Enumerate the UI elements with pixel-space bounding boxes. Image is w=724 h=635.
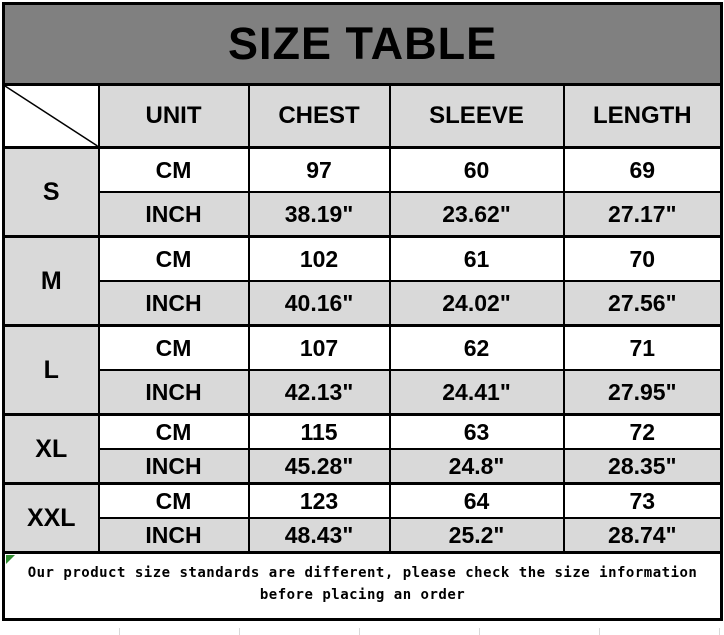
unit-cell: INCH xyxy=(99,281,249,326)
sleeve-value-cell: 25.2" xyxy=(390,518,564,553)
size-row-xl-cm xyxy=(4,415,722,450)
chest-value-cell: 38.19" xyxy=(249,192,390,237)
chest-value-cell: 45.28" xyxy=(249,449,390,484)
unit-cell: INCH xyxy=(99,192,249,237)
sleeve-value-cell: 24.8" xyxy=(390,449,564,484)
size-row-xxl-cm xyxy=(4,484,722,519)
chest-value-cell: 97 xyxy=(249,148,390,193)
length-value-cell: 69 xyxy=(564,148,722,193)
sleeve-value-cell: 62 xyxy=(390,326,564,371)
length-value-cell: 73 xyxy=(564,484,722,519)
sleeve-value-cell: 24.41" xyxy=(390,370,564,415)
size-label-m: M xyxy=(4,237,99,326)
sleeve-value-cell: 63 xyxy=(390,415,564,450)
diagonal-line-icon xyxy=(5,86,98,146)
spreadsheet-gridlines xyxy=(0,628,724,635)
column-header-unit: UNIT xyxy=(99,85,249,148)
unit-cell: CM xyxy=(99,237,249,282)
unit-cell: INCH xyxy=(99,370,249,415)
note-text-line2: before placing an order xyxy=(259,587,466,603)
size-row-l-cm xyxy=(4,326,722,371)
chest-value-cell: 123 xyxy=(249,484,390,519)
chest-value-cell: 107 xyxy=(249,326,390,371)
sleeve-value-cell: 60 xyxy=(390,148,564,193)
sleeve-value-cell: 61 xyxy=(390,237,564,282)
size-label-s: S xyxy=(4,148,99,237)
note-row xyxy=(4,553,722,620)
note-cell xyxy=(4,553,722,620)
sleeve-value-cell: 64 xyxy=(390,484,564,519)
unit-cell: INCH xyxy=(99,449,249,484)
size-row-s-inch xyxy=(4,192,722,237)
unit-cell: INCH xyxy=(99,518,249,553)
sleeve-value-cell: 24.02" xyxy=(390,281,564,326)
size-label-l: L xyxy=(4,326,99,415)
cell-corner-marker-icon xyxy=(6,555,15,564)
size-row-xxl-inch xyxy=(4,518,722,553)
length-value-cell: 28.74" xyxy=(564,518,722,553)
size-label-xl: XL xyxy=(4,415,99,484)
unit-cell: CM xyxy=(99,326,249,371)
size-row-s-cm xyxy=(4,148,722,193)
sleeve-value-cell: 23.62" xyxy=(390,192,564,237)
page-title: SIZE TABLE xyxy=(4,4,722,85)
length-value-cell: 27.95" xyxy=(564,370,722,415)
size-row-xl-inch xyxy=(4,449,722,484)
unit-cell: CM xyxy=(99,415,249,450)
size-row-m-cm xyxy=(4,237,722,282)
length-value-cell: 27.56" xyxy=(564,281,722,326)
size-label-xxl: XXL xyxy=(4,484,99,553)
column-header-length: LENGTH xyxy=(564,85,722,148)
length-value-cell: 71 xyxy=(564,326,722,371)
size-row-m-inch xyxy=(4,281,722,326)
column-header-sleeve: SLEEVE xyxy=(390,85,564,148)
note-text-line1: Our product size standards are different, please check the size information xyxy=(27,565,698,581)
chest-value-cell: 42.13" xyxy=(249,370,390,415)
unit-cell: CM xyxy=(99,148,249,193)
size-table xyxy=(2,2,723,621)
chest-value-cell: 102 xyxy=(249,237,390,282)
unit-cell: CM xyxy=(99,484,249,519)
diagonal-header-cell xyxy=(4,85,99,148)
size-row-l-inch xyxy=(4,370,722,415)
length-value-cell: 27.17" xyxy=(564,192,722,237)
length-value-cell: 28.35" xyxy=(564,449,722,484)
length-value-cell: 70 xyxy=(564,237,722,282)
column-header-chest: CHEST xyxy=(249,85,390,148)
title-banner-row xyxy=(4,4,722,85)
chest-value-cell: 115 xyxy=(249,415,390,450)
length-value-cell: 72 xyxy=(564,415,722,450)
chest-value-cell: 40.16" xyxy=(249,281,390,326)
column-header-row xyxy=(4,85,722,148)
chest-value-cell: 48.43" xyxy=(249,518,390,553)
